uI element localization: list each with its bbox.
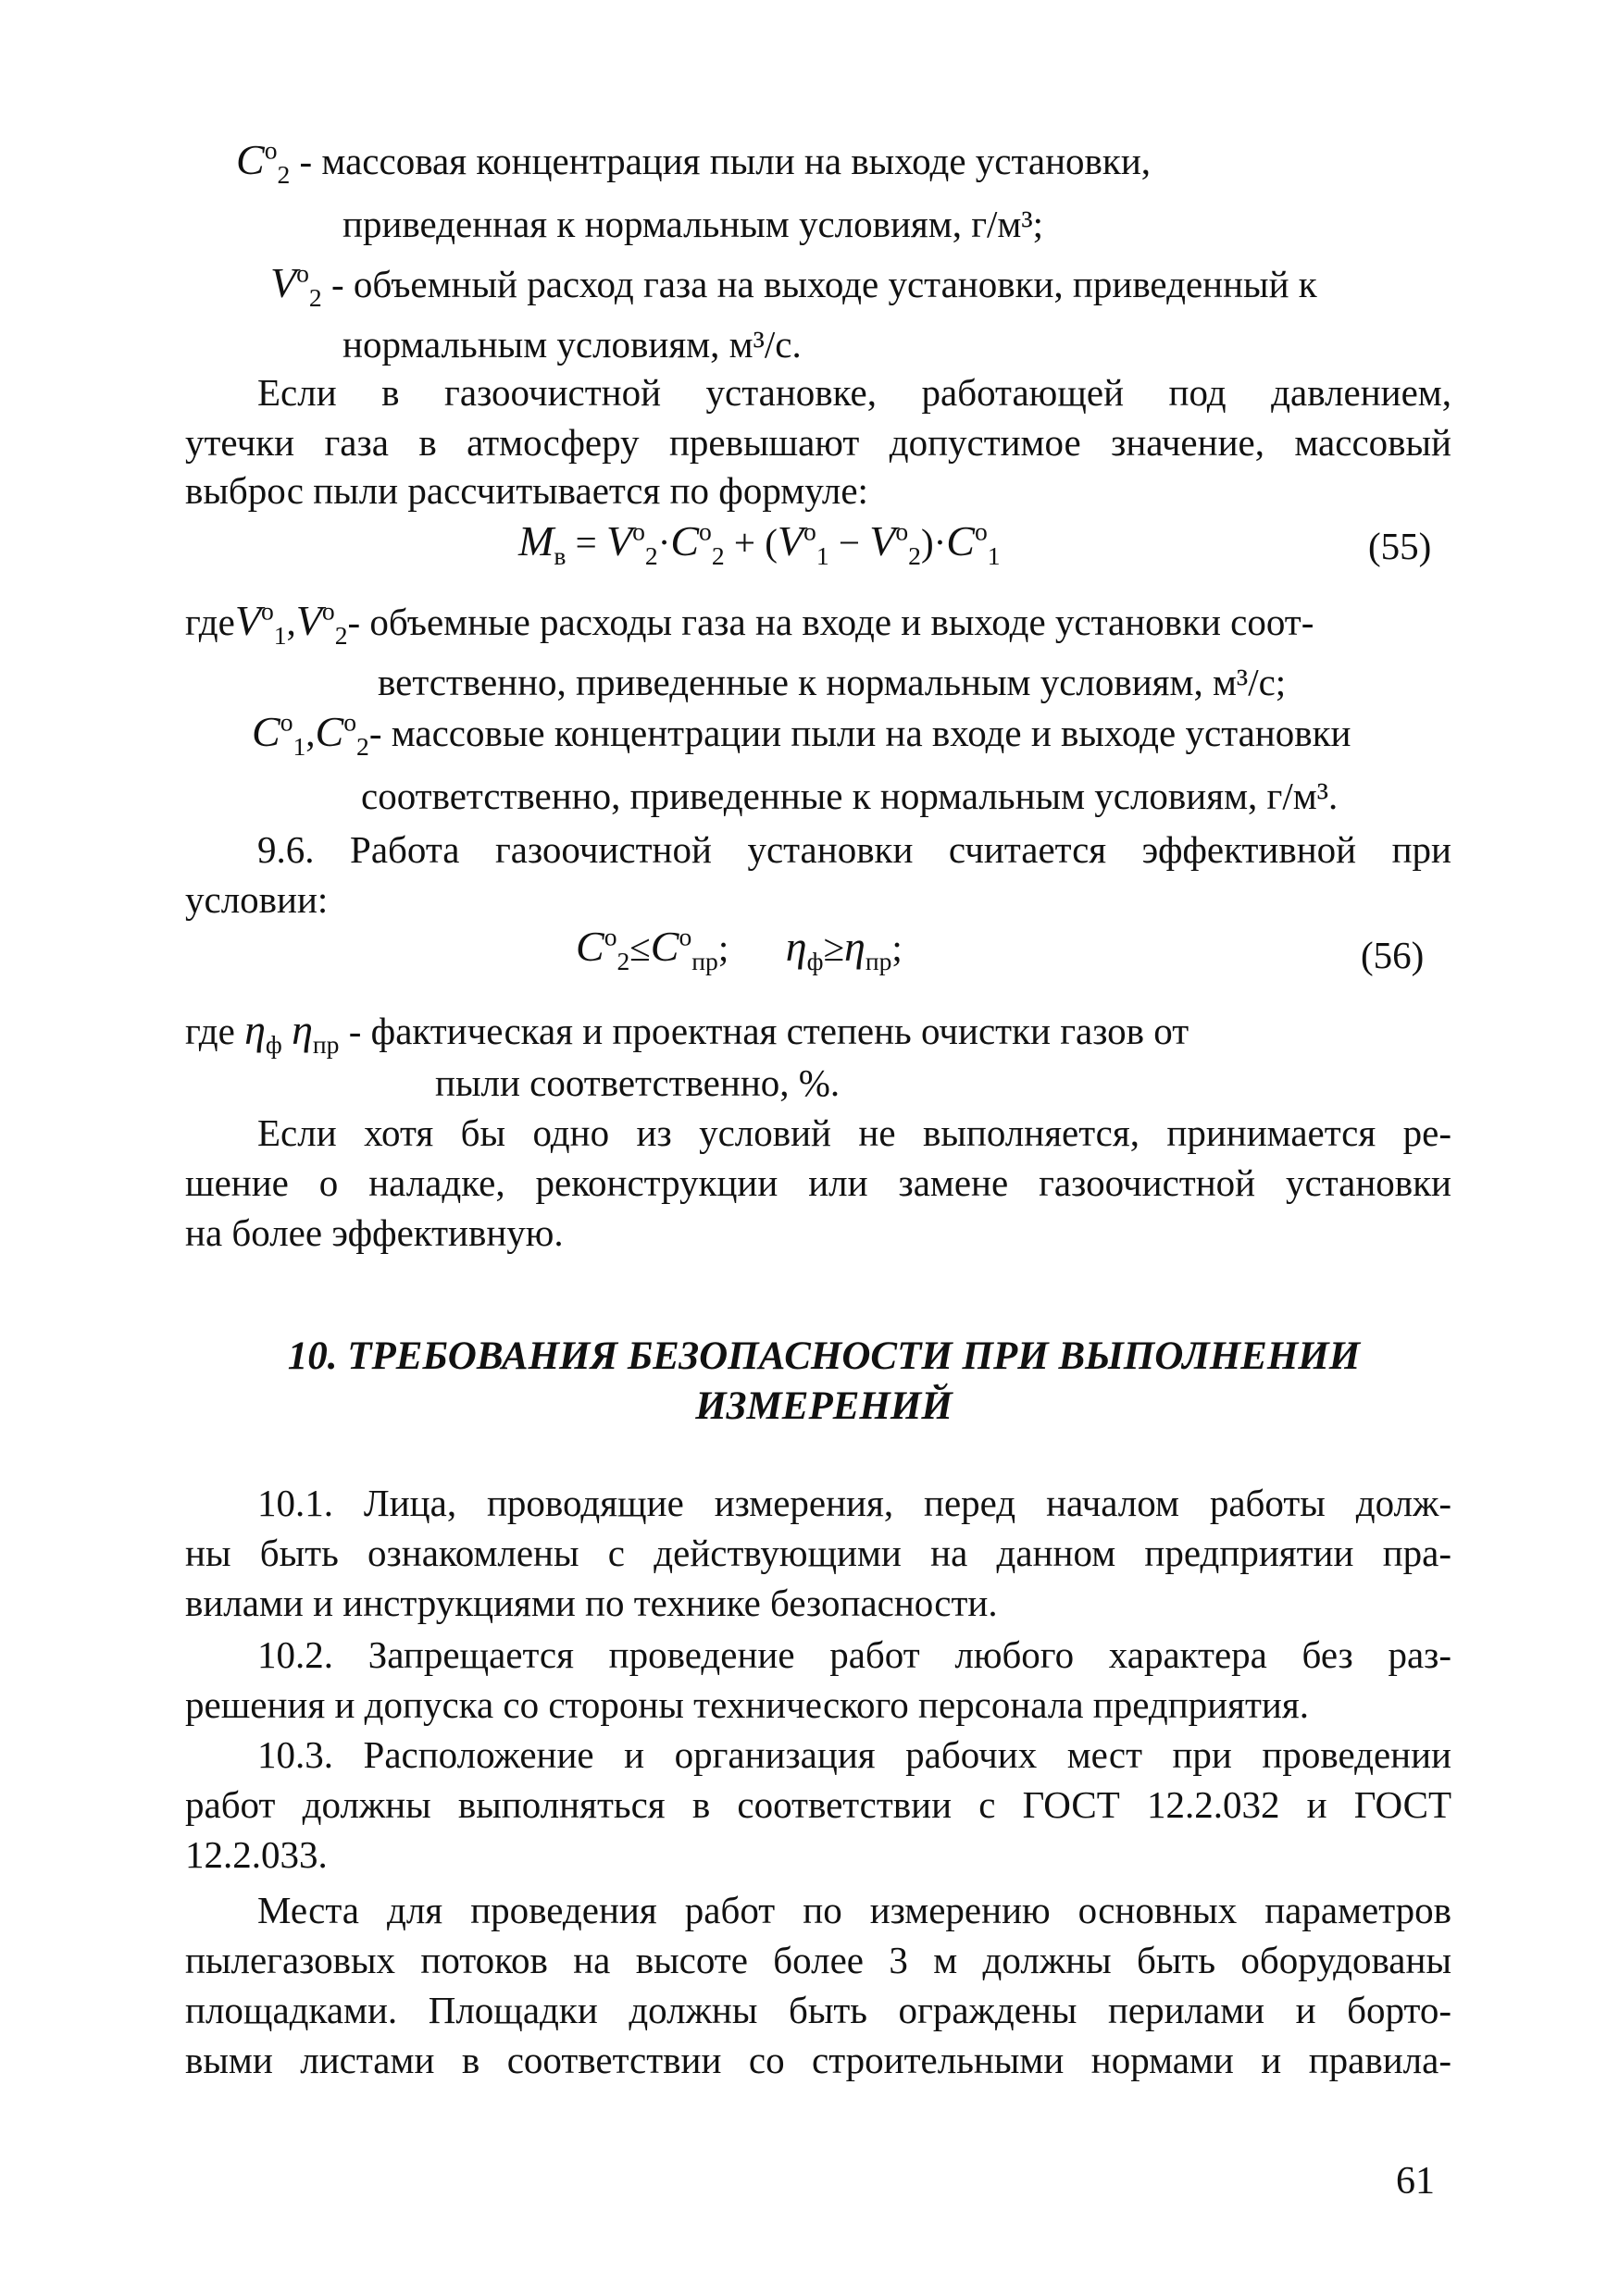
paragraph-line: Места для проведения работ по измерению основных параметров [257, 1889, 1451, 1931]
paragraph-line: 10.2. Запрещается проведение работ любого характера без раз- [257, 1633, 1451, 1676]
symbol-v2o: $V^o_2$ [270, 258, 322, 313]
paragraph-line: пылегазовых потоков на высоте более 3 м должны быть оборудованы [185, 1939, 1451, 1981]
definition-v2o [270, 258, 1317, 313]
paragraph-line: Если в газоочистной установке, работающей под давлением, [257, 371, 1451, 414]
equation-55: $M_в = V^o_2\cdot C^o_2 + (V^o_1 - V^o_2)\cdot C^o_1$ [518, 516, 1001, 571]
paragraph-line: выброс пыли рассчитывается по формуле: [185, 469, 868, 512]
definition-text: - массовая концентрация пыли на выходе установки, [299, 140, 1152, 182]
definition-text: - объемный расход газа на выходе установки, приведенный к [330, 263, 1317, 305]
paragraph-line: условии: [185, 878, 329, 921]
equation-number: (55) [1368, 525, 1432, 567]
paragraph-line: утечки газа в атмосферу превышают допустимое значение, массовый [185, 421, 1451, 464]
paragraph-line: ны быть ознакомлены с действующими на данном предприятии пра- [185, 1532, 1451, 1574]
page-number: 61 [1396, 2160, 1435, 2203]
section-heading-continuation: ИЗМЕРЕНИЙ [695, 1384, 953, 1428]
definition-continuation: соответственно, приведенные к нормальным условиям, г/м³. [361, 775, 1339, 817]
section-heading: 10. ТРЕБОВАНИЯ БЕЗОПАСНОСТИ ПРИ ВЫПОЛНЕНИИ [287, 1334, 1361, 1378]
paragraph-line: площадками. Площадки должны быть ограждены перилами и борто- [185, 1989, 1451, 2031]
paragraph-line: на более эффективную. [185, 1211, 564, 1254]
equation-56: $C^o_2\le C^o_{пр}$; $\eta_ф\ge\eta_{пр}$; [576, 922, 903, 976]
equation-number: (56) [1361, 934, 1425, 976]
symbol-c2o: $C^o_2$ [236, 135, 291, 190]
where-definition-v: $гдеV^o_1,V^o_2-$ объемные расходы газа на входе и выходе установки соот- [185, 596, 1314, 651]
definition-continuation: нормальным условиям, м³/с. [342, 323, 802, 366]
paragraph-line: 12.2.033. [185, 1833, 328, 1876]
paragraph-line: шение о наладке, реконструкции или замене газоочистной установки [185, 1161, 1451, 1204]
where-definition-c: $C^o_1,C^o_2-$ массовые концентрации пыли на входе и выходе установки [252, 707, 1351, 762]
paragraph-line: 10.1. Лица, проводящие измерения, перед началом работы долж- [257, 1482, 1451, 1524]
definition-c2o [236, 135, 1152, 190]
paragraph-line: 10.3. Расположение и организация рабочих мест при проведении [257, 1733, 1451, 1776]
paragraph-line: вилами и инструкциями по технике безопасности. [185, 1582, 998, 1624]
definition-continuation: ветственно, приведенные к нормальным условиям, м³/с; [378, 661, 1287, 703]
paragraph-line: Если хотя бы одно из условий не выполняется, принимается ре- [257, 1111, 1451, 1154]
where-definition-eta: где $\eta_ф$ $\eta_{пр}$ - фактическая и проектная степень очистки газов от [185, 1006, 1189, 1060]
paragraph-line: 9.6. Работа газоочистной установки считается эффективной при [257, 828, 1451, 871]
paragraph-line: решения и допуска со стороны технического персонала предприятия. [185, 1683, 1309, 1726]
definition-continuation: пыли соответственно, %. [435, 1061, 841, 1104]
paragraph-line: работ должны выполняться в соответствии с ГОСТ 12.2.032 и ГОСТ [185, 1783, 1451, 1826]
definition-continuation: приведенная к нормальным условиям, г/м³; [342, 203, 1044, 245]
paragraph-line: выми листами в соответствии со строительными нормами и правила- [185, 2039, 1451, 2081]
